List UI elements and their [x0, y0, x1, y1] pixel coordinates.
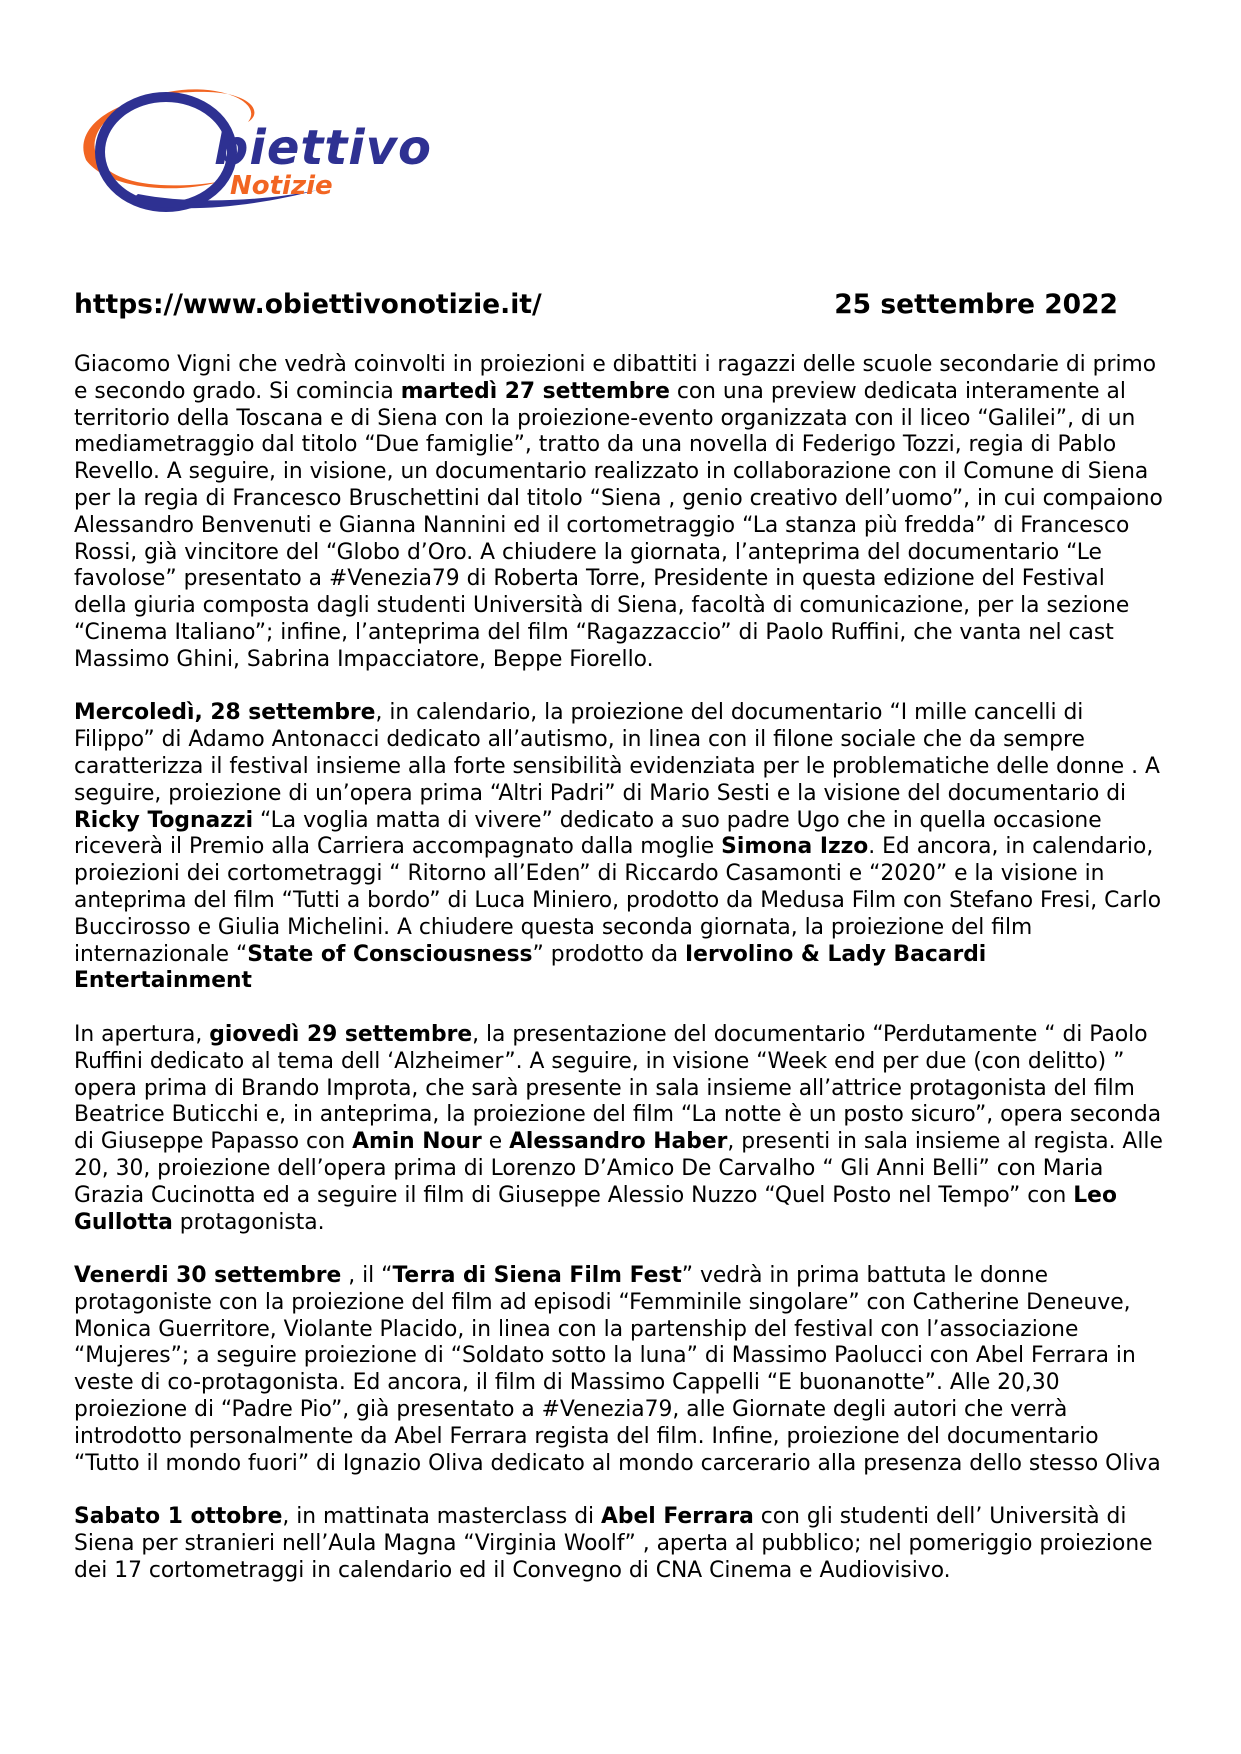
paragraph-text: , il “: [341, 1263, 393, 1289]
site-url: https://www.obiettivonotizie.it/: [74, 289, 542, 320]
article-paragraph: [74, 1022, 1164, 1236]
logo-subtitle: Notizie: [230, 171, 333, 201]
article-body: [74, 352, 1164, 1611]
paragraph-text: , presenti in sala insieme al regista. Alle 20, 30, proiezione dell’opera prima di Lorenzo D’Amico De Carvalho “ Gli Anni Belli” con Maria Grazia Cucinotta ed a seguire il film di Giuseppe Alessio Nuzzo “Quel Posto nel Tempo” con: [74, 1129, 1163, 1208]
bold-text: Mercoledì, 28 settembre: [74, 700, 376, 726]
bold-text: Simona Izzo: [721, 834, 869, 860]
paragraph-text: con una preview dedicata interamente al territorio della Toscana e di Siena con la proiezione-evento organizzata con il liceo “Galilei”, di un mediametraggio dal titolo “Due famiglie”, tratto da una novella di Federigo Tozzi, regia di Pablo Revello. A seguire, in visione, un documentario realizzato in collaborazione con il Comune di Siena per la regia di Francesco Bruschettini dal titolo “Siena , genio creativo dell’uomo”, in cui compaiono Alessandro Benvenuti e Gianna Nannini ed il cortometraggio “La stanza più fredda” di Francesco Rossi, già vincitore del “Globo d’Oro. A chiudere la giornata, l’anteprima del documentario “Le favolose” presentato a #Venezia79 di Roberta Torre, Presidente in questa edizione del Festival della giuria composta dagli studenti Università di Siena, facoltà di comunicazione, per la sezione “Cinema Italiano”; infine, l’anteprima del film “Ragazzaccio” di Paolo Ruffini, che vanta nel cast Massimo Ghini, Sabrina Impacciatore, Beppe Fiorello.: [74, 378, 1163, 672]
bold-text: Iervolino & Lady Bacardi Entertainment: [74, 941, 987, 994]
bold-text: Amin Nour: [352, 1129, 482, 1155]
paragraph-text: , in calendario, la proiezione del documentario “I mille cancelli di Filippo” di Adamo Antonacci dedicato all’autismo, in linea con il filone sociale che da sempre caratterizza il festival insieme alla forte sensibilità evidenziata per le problematiche delle donne . A seguire, proiezione di un’opera prima “Altri Padri” di Mario Sesti e la visione del documentario di: [74, 700, 1160, 806]
paragraph-text: ” prodotto da: [532, 941, 686, 967]
paragraph-text: con gli studenti dell’ Università di Siena per stranieri nell’Aula Magna “Virginia Woolf” , aperta al pubblico; nel pomeriggio proiezione dei 17 cortometraggi in calendario ed il Convegno di CNA Cinema e Audiovisivo.: [74, 1504, 1153, 1583]
bold-text: Alessandro Haber: [509, 1129, 728, 1155]
paragraph-text: ” vedrà in prima battuta le donne protagoniste con la proiezione del film ad episodi “Femminile singolare” con Catherine Deneuve, Monica Guerritore, Violante Placido, in linea con la partenship del festival con l’associazione “Mujeres”; a seguire proiezione di “Soldato sotto la luna” di Massimo Paolucci con Abel Ferrara in veste di co-protagonista. Ed ancora, il film di Massimo Cappelli “E buonanotte”. Alle 20,30 proiezione di “Padre Pio”, già presentato a #Venezia79, alle Giornate degli autori che verrà introdotto personalmente da Abel Ferrara regista del film. Infine, proiezione del documentario “Tutto il mondo fuori” di Ignazio Oliva dedicato al mondo carcerario alla presenza dello stesso Oliva: [74, 1263, 1161, 1476]
bold-text: Terra di Siena Film Fest: [392, 1263, 682, 1289]
bold-text: Sabato 1 ottobre: [74, 1504, 283, 1530]
paragraph-text: , in mattinata masterclass di: [282, 1504, 602, 1530]
article-paragraph: [74, 700, 1164, 995]
logo-ring: [100, 97, 232, 207]
bold-text: Ricky Tognazzi: [74, 807, 254, 833]
paragraph-text: protagonista.: [172, 1209, 325, 1235]
article-paragraph: [74, 1504, 1164, 1584]
paragraph-text: , la presentazione del documentario “Perdutamente “ di Paolo Ruffini dedicato al tema dell ‘Alzheimer”. A seguire, in visione “Week end per due (con delitto) ” opera prima di Brando Improta, che sarà presente in sala insieme all’attrice protagonista del film Beatrice Buticchi e, in anteprima, la proiezione del film “La notte è un posto sicuro”, opera seconda di Giuseppe Papasso con: [74, 1021, 1162, 1155]
paragraph-text: e: [481, 1129, 510, 1155]
bold-text: giovedì 29 settembre: [209, 1021, 473, 1047]
paragraph-text: . Ed ancora, in calendario, proiezioni dei cortometraggi “ Ritorno all’Eden” di Riccardo Casamonti e “2020” e la visione in anteprima del film “Tutti a bordo” di Luca Miniero, prodotto da Medusa Film con Stefano Fresi, Carlo Buccirosso e Giulia Michelini. A chiudere questa seconda giornata, la proiezione del film internazionale “: [74, 834, 1162, 967]
bold-text: martedì 27 settembre: [400, 378, 670, 404]
bold-text: State of Consciousness: [247, 941, 533, 967]
bold-text: Leo Gullotta: [74, 1182, 1117, 1235]
publication-date: 25 settembre 2022: [834, 289, 1118, 320]
article-paragraph: [74, 1263, 1164, 1477]
paragraph-text: “La voglia matta di vivere” dedicato a suo padre Ugo che in quella occasione riceverà il Premio alla Carriera accompagnato dalla moglie: [74, 807, 1102, 860]
paragraph-text: In apertura,: [74, 1021, 210, 1047]
logo-wordmark: biettivo: [214, 120, 432, 176]
paragraph-text: Giacomo Vigni che vedrà coinvolti in proiezioni e dibattiti i ragazzi delle scuole secondarie di primo e secondo grado. Si comincia: [74, 352, 1157, 404]
article-paragraph: [74, 352, 1164, 674]
bold-text: Abel Ferrara: [601, 1504, 754, 1530]
obiettivo-notizie-logo: [68, 82, 558, 222]
document-header: [74, 289, 1118, 320]
bold-text: Venerdi 30 settembre: [74, 1263, 342, 1289]
